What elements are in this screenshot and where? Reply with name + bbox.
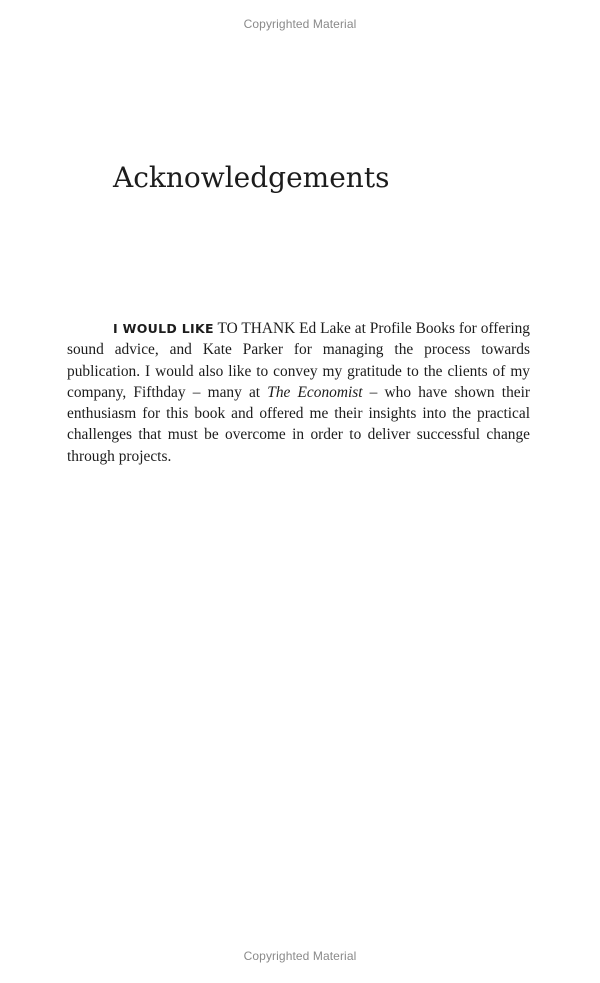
copyright-watermark-top: Copyrighted Material (243, 17, 357, 31)
paragraph-text-part-1: TO THANK Ed Lake at Profile Books for offering sound advice, and Kate Parker for managing the process towards publication. I would also like to convey my gratitude to the clients of my company, Fifthday – many at (67, 320, 530, 401)
paragraph-text-part-2: – who have shown their enthusiasm for this book and offered me their insights into the practical challenges that must be overcome in order to deliver successful change through projects. (67, 383, 530, 465)
lead-in-smallcaps: I WOULD LIKE (113, 321, 214, 336)
page-title: Acknowledgements (113, 161, 390, 194)
copyright-watermark-bottom: Copyrighted Material (243, 949, 357, 963)
acknowledgements-paragraph (67, 318, 530, 467)
publication-name-italic: The Economist (267, 383, 363, 401)
